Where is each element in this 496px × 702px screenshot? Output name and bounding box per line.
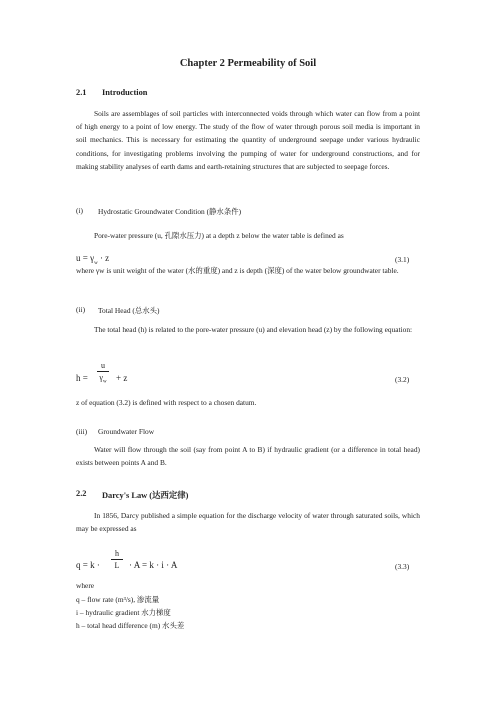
eq2-den-sub: w <box>102 379 107 385</box>
section-2-2-number: 2.2 <box>76 489 87 498</box>
where-label: where <box>76 581 95 590</box>
section-2-2-title: Darcy's Law (达西定律) <box>102 491 189 500</box>
equation-3-3-fraction <box>111 549 123 570</box>
equation-3-2-fraction <box>97 361 109 387</box>
gamma-definition: where γw is unit weight of the water (水的重度) and z is depth (深度) of the water below groundwater table. <box>76 266 399 275</box>
pore-pressure-text: Pore-water pressure (u, 孔隙水压力) at a depth z below the water table is defined as <box>94 231 344 240</box>
equation-3-2-number: (3.2) <box>395 375 410 384</box>
subsection-iii-number: (iii) <box>76 427 88 436</box>
definition-flow-rate: q – flow rate (m³/s), 渗流量 <box>76 595 160 604</box>
eq1-rhs: · z <box>97 253 110 263</box>
eq3-denominator: L <box>114 561 120 570</box>
subsection-ii-title: Total Head (总水头) <box>98 306 160 315</box>
equation-3-1-number: (3.1) <box>395 255 410 264</box>
subsection-ii-number: (ii) <box>76 305 86 314</box>
groundwater-flow-paragraph: Water will flow through the soil (say from point A to B) if hydraulic gradient (or a difference in total head) exists between points A and B. <box>76 445 420 468</box>
section-2-1-title: Introduction <box>102 88 148 97</box>
eq1-sub: w <box>94 260 98 266</box>
subsection-i-number: (i) <box>76 206 83 215</box>
eq2-denominator: γ <box>99 373 103 382</box>
chapter-title: Chapter 2 Permeability of Soil <box>179 58 317 69</box>
subsection-iii-title: Groundwater Flow <box>98 427 155 436</box>
equation-3-3-number: (3.3) <box>395 562 410 571</box>
subsection-i-title: Hydrostatic Groundwater Condition (静水条件) <box>98 207 242 216</box>
eq2-fraction-bar <box>97 371 109 372</box>
eq3-fraction-bar <box>111 559 123 560</box>
section-2-1-number: 2.1 <box>76 88 87 97</box>
intro-paragraph: Soils are assemblages of soil particles with interconnected voids through which water can flow from a point of high energy to a point of low energy. The study of the flow of water through porous soil media is important in soil mechanics. This is necessary for estimating the quantity of underground seepage under various hydraulic conditions, for investigating problems involving the pumping of water for underground constructions, and for making stability analyses of earth dams and earth-retaining structures that are subjected to seepage forces. <box>76 109 420 171</box>
eq3-numerator: h <box>115 549 119 558</box>
equation-3-3-lhs: q = k · <box>76 560 100 570</box>
equation-3-3-rhs: · A = k · i · A <box>129 560 178 570</box>
equation-3-2-lhs: h = <box>76 373 88 383</box>
definition-hydraulic-gradient: i – hydraulic gradient 水力梯度 <box>76 608 171 617</box>
definition-head-difference: h – total head difference (m) 水头差 <box>76 621 185 630</box>
eq1-lhs: u = γ <box>76 253 95 263</box>
total-head-paragraph: The total head (h) is related to the pore-water pressure (u) and elevation head (z) by the following equation: <box>94 325 413 334</box>
equation-3-2-rhs: + z <box>116 373 128 383</box>
darcy-paragraph: In 1856, Darcy published a simple equation for the discharge velocity of water through saturated soils, which may be expressed as <box>76 511 420 534</box>
eq2-numerator: u <box>101 361 105 370</box>
datum-text: z of equation (3.2) is defined with respect to a chosen datum. <box>76 398 257 407</box>
